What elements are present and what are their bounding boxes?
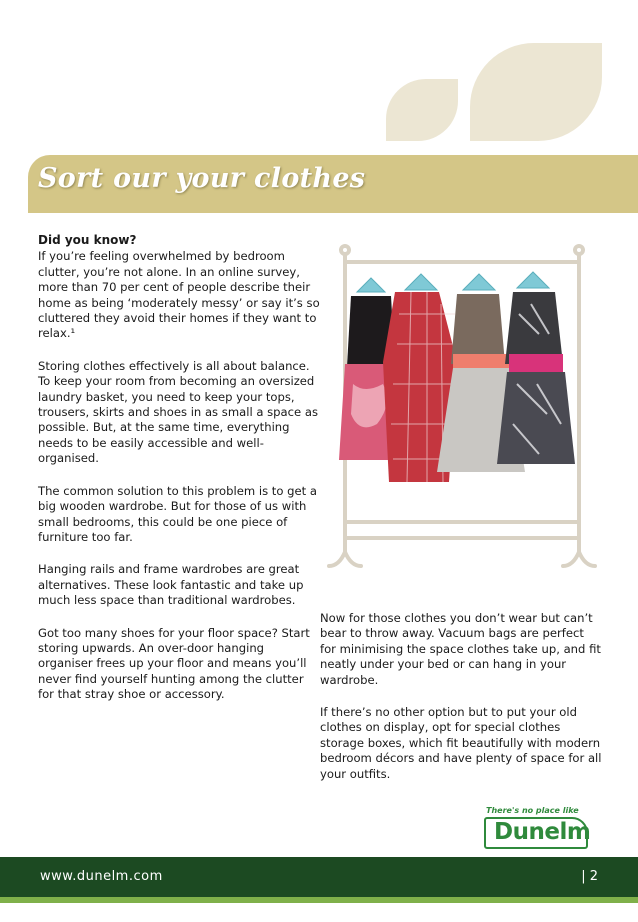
paragraph-hanging-rails: Hanging rails and frame wardrobes are great alternatives. These look fantastic and take up much less space than traditional wardrobes. [38,562,304,608]
footer-accent-stripe [0,897,638,903]
decorative-leaf-small [386,79,458,141]
logo-wordmark: Dunelm [494,819,591,845]
paragraph-storage-boxes: If there’s no other option but to put your old clothes on display, opt for special clothes storage boxes, which fit beautifully with modern bedroom décors and have plenty of space for all your outfits. [320,705,602,781]
paragraph-clutter: If you’re feeling overwhelmed by bedroom clutter, you’re not alone. In an online survey, more than 70 per cent of people describe their home as being ‘moderately messy’ or say it’s so cluttered they avoid their homes if they want to relax.¹ [38,249,320,341]
dunelm-logo [482,806,592,850]
paragraph-balance: Storing clothes effectively is all about balance. To keep your room from becoming an oversized laundry basket, you need to keep your tops, trousers, skirts and shoes in as small a space as possible. But, at the same time, everything needs to be easily accessible and well-organised. [38,358,318,466]
did-you-know-heading: Did you know? [38,233,137,247]
logo-frame [484,817,591,849]
paragraph-wardrobe: The common solution to this problem is to get a big wooden wardrobe. But for those of us with small bedrooms, this could be one piece of furniture too far. [38,483,317,544]
left-column [38,233,320,720]
page-title: Sort our your clothes [38,163,366,194]
decorative-leaf-large [470,43,602,141]
logo-tagline: There's no place like [486,806,579,815]
page-footer [0,857,638,897]
paragraph-vacuum-bags: Now for those clothes you don’t wear but can’t bear to throw away. Vacuum bags are perfect for minimising the space clothes take up, and fit neatly under your bed or can hang in your wardrobe. [320,611,601,687]
clothes-rail-image [327,234,603,582]
right-column [320,611,602,799]
website-link[interactable]: www.dunelm.com [40,869,163,884]
page-number: | 2 [581,869,598,884]
paragraph-shoes: Got too many shoes for your floor space? Start storing upwards. An over-door hanging organiser frees up your floor and means you’ll never find yourself hunting among the clutter for that stray shoe or accessory. [38,625,310,702]
section-banner [28,155,638,213]
